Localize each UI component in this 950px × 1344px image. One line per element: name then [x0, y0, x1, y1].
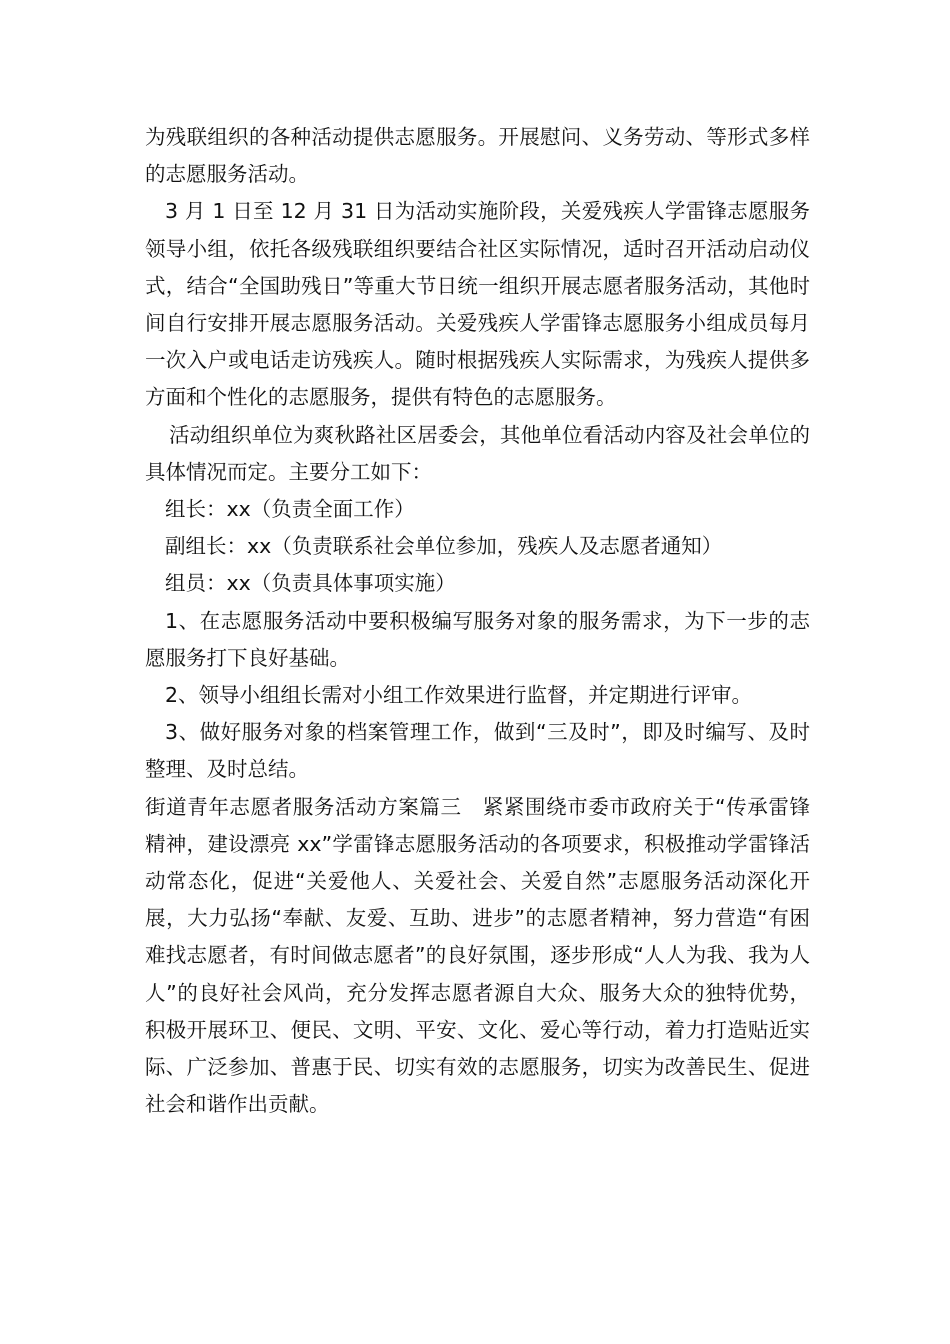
paragraph-organizing-unit: 活动组织单位为爽秋路社区居委会，其他单位看活动内容及社会单位的具体情况而定。主要分工如下： — [145, 422, 810, 484]
paragraph-requirement-1: 1、在志愿服务活动中要积极编写服务对象的服务需求，为下一步的志愿服务打下良好基础。 — [145, 608, 810, 670]
paragraph-team-leader: 组长：xx（负责全面工作） — [165, 497, 415, 522]
document-body — [145, 119, 810, 1123]
paragraph-requirement-2: 2、领导小组组长需对小组工作效果进行监督，并定期进行评审。 — [165, 683, 753, 708]
paragraph-deputy-leader: 副组长：xx（负责联系社会单位参加，残疾人及志愿者通知） — [165, 534, 723, 559]
paragraph-plan-part-three: 街道青年志愿者服务活动方案篇三 紧紧围绕市委市政府关于“传承雷锋精神，建设漂亮 xx”学雷锋志愿服务活动的各项要求，积极推动学雷锋活动常态化，促进“关爱他人、关爱社会、关爱自然”志愿服务活动深化开展，大力弘扬“奉献、友爱、互助、进步”的志愿者精神，努力营造“有困难找志愿者，有时间做志愿者”的良好氛围，逐步形成“人人为我、我为人人”的良好社会风尚，充分发挥志愿者源自大众、服务大众的独特优势，积极开展环卫、便民、文明、平安、文化、爱心等行动，着力打造贴近实际、广泛参加、普惠于民、切实有效的志愿服务，切实为改善民生、促进社会和谐作出贡献。 — [145, 794, 810, 1117]
paragraph-requirement-3: 3、做好服务对象的档案管理工作，做到“三及时”，即及时编写、及时整理、及时总结。 — [145, 720, 810, 782]
paragraph-volunteer-activities: 为残联组织的各种活动提供志愿服务。开展慰问、义务劳动、等形式多样的志愿服务活动。 — [145, 125, 810, 187]
paragraph-implementation-phase: 3 月 1 日至 12 月 31 日为活动实施阶段，关爱残疾人学雷锋志愿服务领导小组，依托各级残联组织要结合社区实际情况，适时召开活动启动仪式，结合“全国助残日”等重大节日统一组织开展志愿者服务活动，其他时间自行安排开展志愿服务活动。关爱残疾人学雷锋志愿服务小组成员每月一次入户或电话走访残疾人。随时根据残疾人实际需求，为残疾人提供多方面和个性化的志愿服务，提供有特色的志愿服务。 — [145, 199, 810, 410]
paragraph-team-members: 组员：xx（负责具体事项实施） — [165, 571, 456, 596]
